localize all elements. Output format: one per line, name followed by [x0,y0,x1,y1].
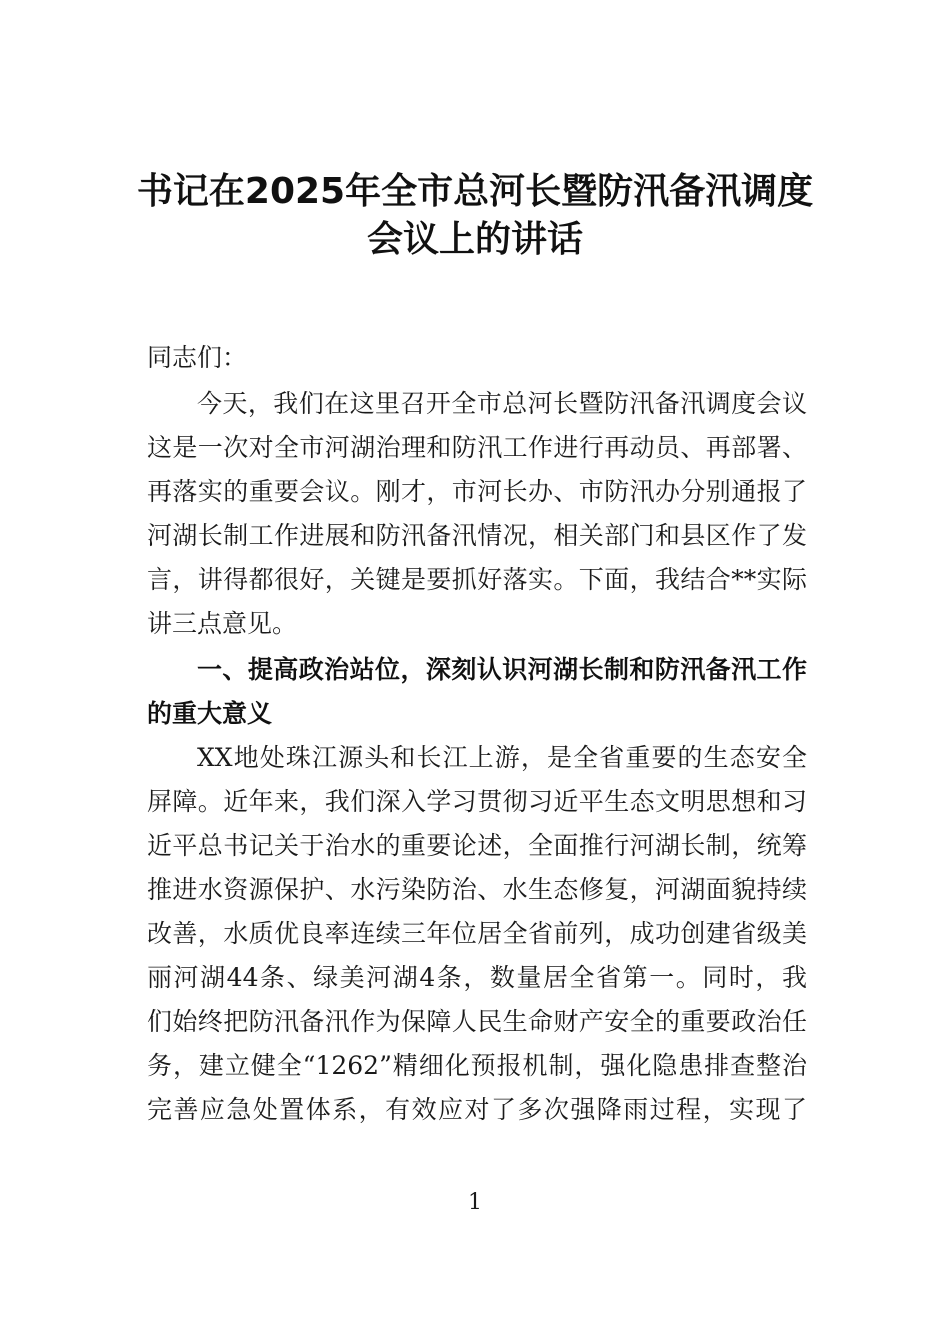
salutation: 同志们： [147,343,248,372]
paragraph-2-line: 屏障。近年来，我们深入学习贯彻习近平生态文明思想和习 [147,787,807,816]
paragraph-2-line: 推进水资源保护、水污染防治、水生态修复，河湖面貌持续 [147,875,807,904]
paragraph-1-line: 这是一次对全市河湖治理和防汛工作进行再动员、再部署、 [147,433,807,462]
document-title-line-1: 书记在2025年全市总河长暨防汛备汛调度 [136,171,814,212]
paragraph-2-line: XX地处珠江源头和长江上游，是全省重要的生态安全 [197,743,807,772]
paragraph-2-line: 丽河湖44条、绿美河湖4条，数量居全省第一。同时，我 [147,963,807,992]
paragraph-1-line: 今天，我们在这里召开全市总河长暨防汛备汛调度会议 [197,389,807,418]
page-number: 1 [468,1190,482,1215]
paragraph-2-line: 完善应急处置体系，有效应对了多次强降雨过程，实现了 [147,1095,807,1124]
section-heading-1: 一、提高政治站位，深刻认识河湖长制和防汛备汛工作 [197,655,807,684]
paragraph-1-line: 再落实的重要会议。刚才，市河长办、市防汛办分别通报了 [147,477,807,506]
paragraph-1-line: 河湖长制工作进展和防汛备汛情况，相关部门和县区作了发 [147,521,807,550]
paragraph-2-line: 务，建立健全“1262”精细化预报机制，强化隐患排查整治 [147,1051,807,1080]
paragraph-2-line: 们始终把防汛备汛作为保障人民生命财产安全的重要政治任 [147,1007,807,1036]
paragraph-2-line: 改善，水质优良率连续三年位居全省前列，成功创建省级美 [147,919,807,948]
paragraph-1-line: 言，讲得都很好，关键是要抓好落实。下面，我结合**实际 [147,565,807,594]
paragraph-2-line: 近平总书记关于治水的重要论述，全面推行河湖长制，统筹 [147,831,807,860]
document-title-line-2: 会议上的讲话 [366,219,583,260]
section-heading-1-cont: 的重大意义 [147,699,273,728]
paragraph-1-line: 讲三点意见。 [147,609,298,638]
